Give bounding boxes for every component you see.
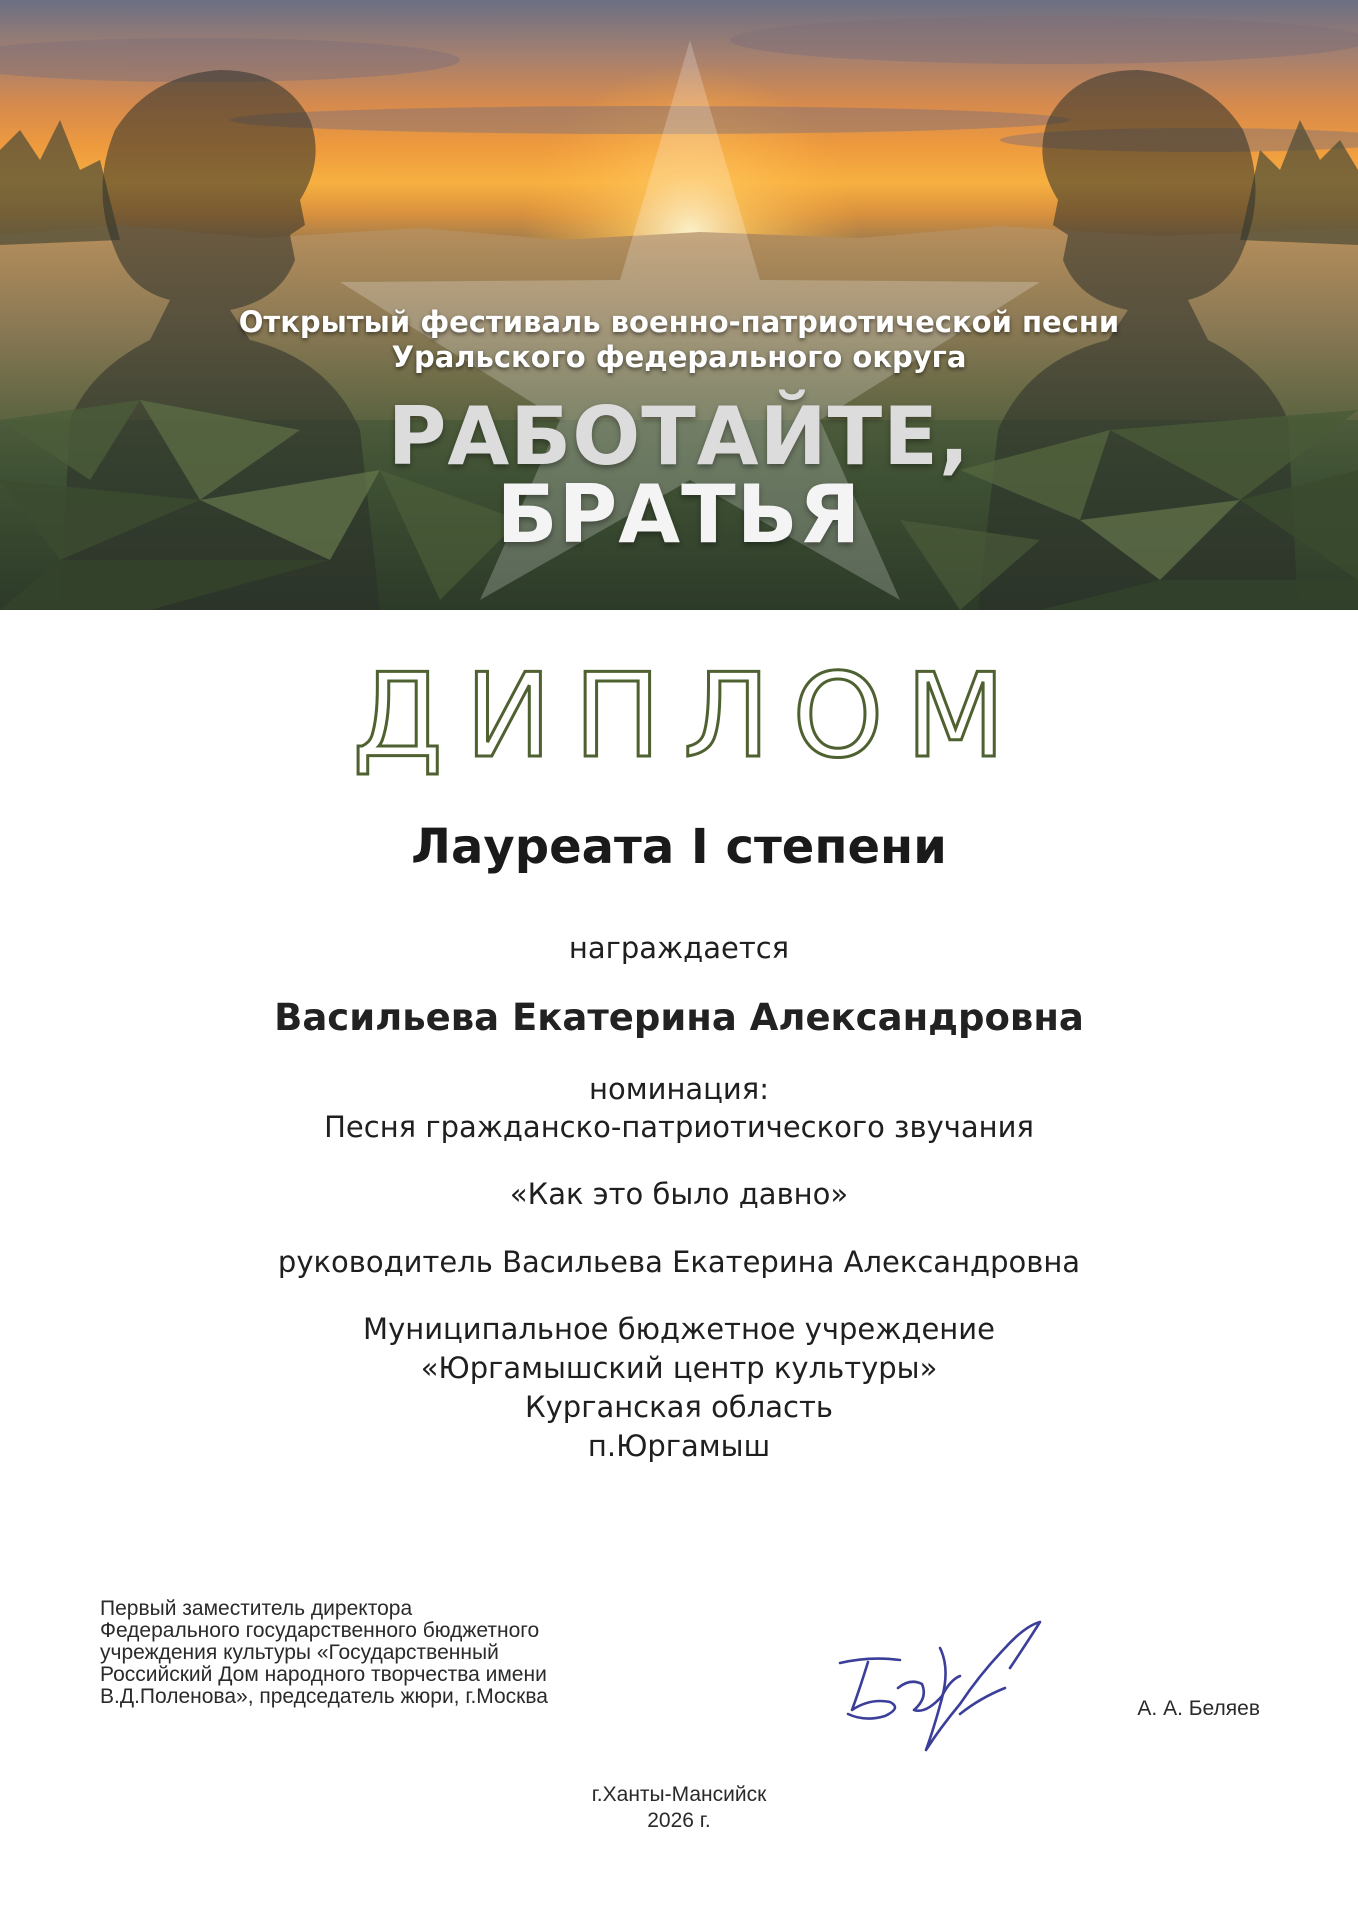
festival-title-line1: Открытый фестиваль военно-патриотической песни <box>238 305 1120 339</box>
recipient-name: Васильева Екатерина Александровна <box>274 996 1084 1039</box>
signer-position-line: Федерального государственного бюджетного <box>100 1619 540 1642</box>
laureate-degree: Лауреата I степени <box>411 819 947 875</box>
signer-position-line: В.Д.Поленова», председатель жюри, г.Москва <box>100 1685 548 1708</box>
song-title: «Как это было давно» <box>509 1177 849 1211</box>
organization-line1: Муниципальное бюджетное учреждение <box>363 1312 995 1346</box>
signer-position <box>100 1598 660 1708</box>
organization-line4: п.Юргамыш <box>587 1429 771 1463</box>
awarded-label: награждается <box>568 931 790 965</box>
nomination-value: Песня гражданско-патриотического звучания <box>324 1110 1034 1144</box>
signer-position-line: учреждения культуры «Государственный <box>100 1641 499 1664</box>
organization-line2: «Юргамышский центр культуры» <box>420 1351 938 1385</box>
nomination-label: номинация: <box>589 1072 769 1106</box>
festival-banner <box>0 0 1358 610</box>
slogan-line2: БРАТЬЯ <box>496 468 862 561</box>
festival-title-line2: Уральского федерального округа <box>391 340 967 374</box>
slogan-line1: РАБОТАЙТЕ, <box>387 390 971 483</box>
signer-name: А. А. Беляев <box>1137 1697 1260 1720</box>
footer-city: г.Ханты-Мансийск <box>591 1783 767 1806</box>
leader-line: руководитель Васильева Екатерина Александровна <box>277 1245 1081 1279</box>
signer-position-line: Первый заместитель директора <box>100 1597 413 1620</box>
organization-line3: Курганская область <box>525 1390 833 1424</box>
signer-position-line: Российский Дом народного творчества имени <box>100 1663 547 1686</box>
diploma-heading: ДИПЛОМ <box>352 649 1028 784</box>
footer-year: 2026 г. <box>647 1809 711 1832</box>
handwritten-signature <box>830 1618 1060 1758</box>
